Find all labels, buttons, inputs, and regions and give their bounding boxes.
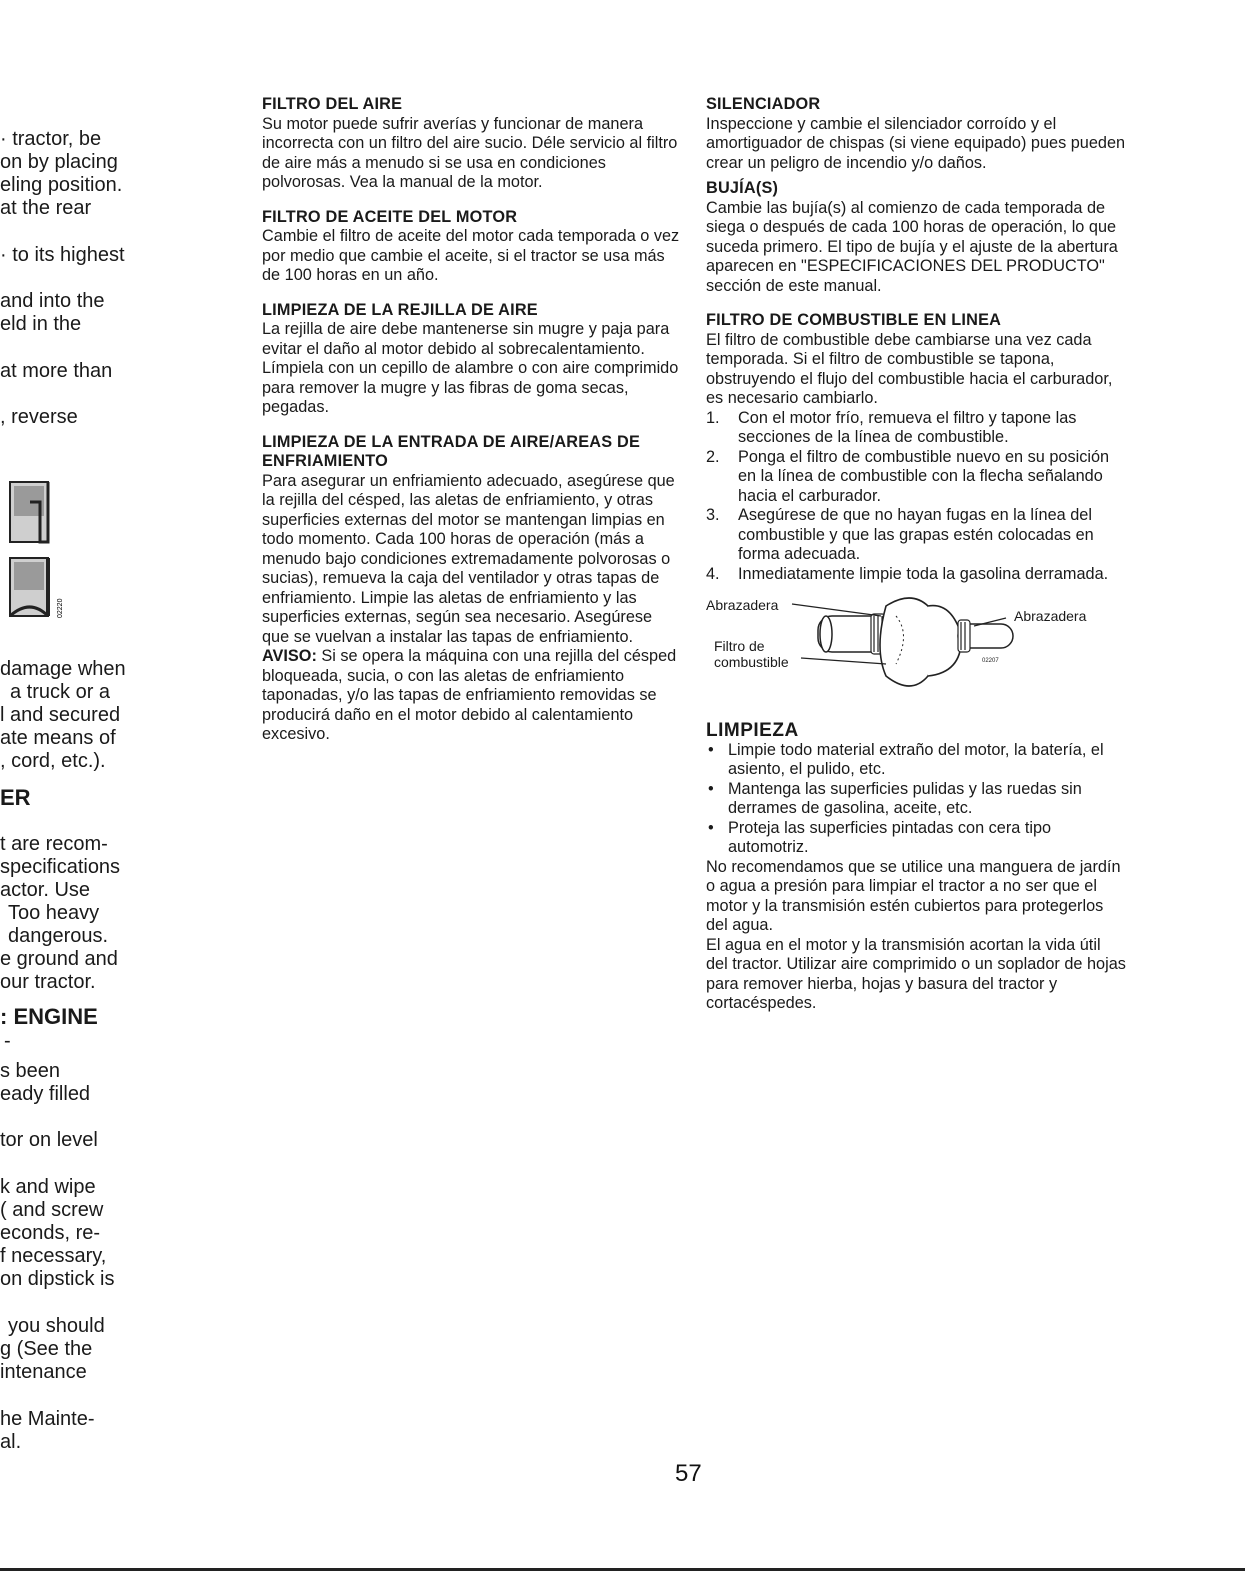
left-line: econds, re-: [0, 1222, 101, 1244]
left-line: Too heavy: [8, 902, 100, 924]
step-text: Ponga el filtro de combustible nuevo en su posición en la línea de combustible con la flecha señalando hacia el carburador.: [738, 447, 1110, 505]
step-text: Asegúrese de que no hayan fugas en la línea del combustible y que las grapas estén colocadas en forma adecuada.: [738, 506, 1094, 563]
section-body-bujia: Cambie las bujía(s) al comienzo de cada temporada de siega o después de cada 100 horas de operación, lo que suceda primero. El tipo de bujía y el ajuste de la abertura aparecen en "ESPECIFICACIONES DEL PRODUCTO" sección de este manual.: [706, 198, 1118, 295]
left-line: s been: [0, 1060, 61, 1082]
left-line: g (See the: [0, 1338, 93, 1360]
aviso-label: AVISO:: [262, 647, 317, 665]
cleaning-paragraph-1: No recomendamos que se utilice una manguera de jardín o agua a presión para limpiar el tractor a no ser que el motor y la transmisión estén cubiertos para protegerlos del agua.: [706, 857, 1121, 934]
left-line: ( and screw: [0, 1199, 104, 1221]
section-body-limpieza-rejilla: La rejilla de aire debe mantenerse sin mugre y paja para evitar el daño al motor debido al sobrecalentamiento. Límpiela con un cepillo de alambre o con aire comprimido para remover la mugre y las fibras de goma secas, pegadas.: [262, 320, 679, 416]
middle-column: [262, 95, 682, 745]
left-line: at the rear: [0, 197, 92, 219]
cleaning-paragraph-2: El agua en el motor y la transmisión acortan la vida útil del tractor. Utilizar aire comprimido o un soplador de hojas para remover hierba, hojas y basura del tractor y cortacéspedes.: [706, 935, 1126, 1012]
left-line: al.: [0, 1431, 22, 1453]
left-line: -: [4, 1030, 11, 1052]
left-line: e ground and: [0, 948, 118, 970]
left-line: you should: [8, 1315, 105, 1337]
left-line: at more than: [0, 360, 113, 382]
left-heading: ER: [0, 785, 31, 810]
aviso-note: [262, 647, 682, 745]
left-line: on dipstick is: [0, 1268, 115, 1290]
right-column: [706, 95, 1126, 1014]
left-line: intenance: [0, 1361, 87, 1383]
left-heading: : ENGINE: [0, 1004, 98, 1029]
step-number: 4.: [706, 564, 720, 583]
left-line: f necessary,: [0, 1245, 107, 1267]
fuel-filter-figure: [706, 594, 1126, 706]
list-item: [706, 409, 1126, 448]
label-filter-line2: combustible: [714, 654, 789, 670]
step-text: Con el motor frío, remueva el filtro y tapone las secciones de la línea de combustible.: [738, 408, 1077, 446]
left-line: our tractor.: [0, 971, 96, 993]
section-heading-bujia: BUJÍA(S): [706, 179, 779, 197]
bullet-text: Proteja las superficies pintadas con cera tipo automotriz.: [728, 818, 1052, 856]
tractor-ramp-illustration: [0, 478, 75, 628]
section-heading-silenciador: SILENCIADOR: [706, 95, 821, 113]
section-body-limpieza-entrada: Para asegurar un enfriamiento adecuado, asegúrese que la rejilla del césped, las aletas de enfriamiento, y otras superficies externas del motor se mantengan limpias en todo momento. Cada 100 horas de operación (más a menudo bajo condiciones extremadamente polvorosas o sucias), remueva la caja del ventilador y otras tapas de enfriamiento. Limpie las aletas de enfriamiento y las superficies externas, según sea necesario. Asegúrese que se vuelvan a instalar las tapas de enfriamiento.: [262, 471, 675, 646]
step-text: Inmediatamente limpie toda la gasolina derramada.: [738, 564, 1109, 583]
left-line: eling position.: [0, 174, 123, 196]
bullet-text: Limpie todo material extraño del motor, la batería, el asiento, el pulido, etc.: [728, 740, 1104, 778]
label-clamp-left: Abrazadera: [706, 597, 779, 613]
left-line: tor on level: [0, 1129, 98, 1151]
section-body-filtro-aceite: Cambie el filtro de aceite del motor cada temporada o vez por medio que cambie el aceite, si el tractor se usa más de 100 horas en un año.: [262, 227, 680, 284]
left-line: damage when: [0, 658, 126, 680]
list-item: [706, 819, 1126, 858]
step-number: 3.: [706, 506, 720, 524]
section-body-filtro-aire: Su motor puede sufrir averías y funcionar de manera incorrecta con un filtro del aire sucio. Déle servicio al filtro de aire más a menudo si se usa en condiciones polvorosas. Vea la manual de la motor.: [262, 114, 678, 191]
left-line: specifications: [0, 856, 121, 878]
list-item: [706, 741, 1126, 780]
section-heading-filtro-aceite: FILTRO DE ACEITE DEL MOTOR: [262, 207, 518, 226]
bullet-dot: •: [708, 740, 714, 759]
left-line: , reverse: [0, 406, 78, 428]
left-line: l and secured: [0, 704, 121, 726]
section-heading-limpieza-entrada: LIMPIEZA DE LA ENTRADA DE AIRE/AREAS DE ENFRIAMIENTO: [262, 432, 641, 470]
left-line: eld in the: [0, 313, 82, 335]
section-heading-filtro-combustible: FILTRO DE COMBUSTIBLE EN LINEA: [706, 311, 1002, 329]
section-body-silenciador: Inspeccione y cambie el silenciador corroído y el amortiguador de chispas (si viene equipado) pues pueden crear un peligro de incendio y/o daños.: [706, 114, 1126, 172]
step-number: 1.: [706, 408, 720, 427]
label-filter-line1: Filtro de: [714, 638, 765, 654]
left-line: · tractor, be: [0, 128, 102, 150]
section-body-filtro-combustible: El filtro de combustible debe cambiarse una vez cada temporada. Si el filtro de combustible se tapona, obstruyendo el flujo del combustible hacia el carburador, es necesario cambiarlo.: [706, 330, 1113, 407]
bullet-text: Mantenga las superficies pulidas y las ruedas sin derrames de gasolina, aceite, etc.: [728, 779, 1082, 817]
list-item: [706, 780, 1126, 819]
left-line: dangerous.: [8, 925, 109, 947]
aviso-text: Si se opera la máquina con una rejilla del césped bloqueada, sucia, o con las aletas de enfriamiento taponadas, y/o las tapas de enfriamiento removidas se producirá daño en el motor debido al calentamiento excesivo.: [262, 647, 677, 743]
bullet-dot: •: [708, 779, 714, 798]
bullet-dot: •: [708, 818, 714, 837]
left-line: ate means of: [0, 727, 116, 749]
cleaning-bullets: [706, 741, 1126, 858]
bottom-rule: [0, 1568, 1245, 1571]
left-line: actor. Use: [0, 879, 91, 901]
section-heading-filtro-aire: FILTRO DEL AIRE: [262, 95, 403, 113]
section-heading-limpieza-rejilla: LIMPIEZA DE LA REJILLA DE AIRE: [262, 300, 538, 319]
left-line: he Mainte-: [0, 1408, 95, 1430]
figure-code: 02207: [982, 658, 999, 664]
left-line: · to its highest: [0, 244, 125, 266]
page-number: 57: [675, 1460, 702, 1487]
list-item: [706, 565, 1126, 585]
fuel-filter-steps: [706, 409, 1126, 585]
left-line: t are recom-: [0, 833, 108, 855]
figure-code: 02220: [57, 598, 64, 618]
section-heading-limpieza: LIMPIEZA: [706, 720, 799, 741]
left-line: eady filled: [0, 1083, 91, 1105]
left-line: k and wipe: [0, 1176, 96, 1198]
label-clamp-right: Abrazadera: [1014, 608, 1087, 624]
left-line: a truck or a: [10, 681, 111, 703]
list-item: [706, 448, 1126, 507]
left-line: on by placing: [0, 151, 118, 173]
left-line: , cord, etc.).: [0, 750, 106, 772]
step-number: 2.: [706, 447, 720, 466]
list-item: [706, 506, 1126, 565]
left-line: and into the: [0, 290, 105, 312]
